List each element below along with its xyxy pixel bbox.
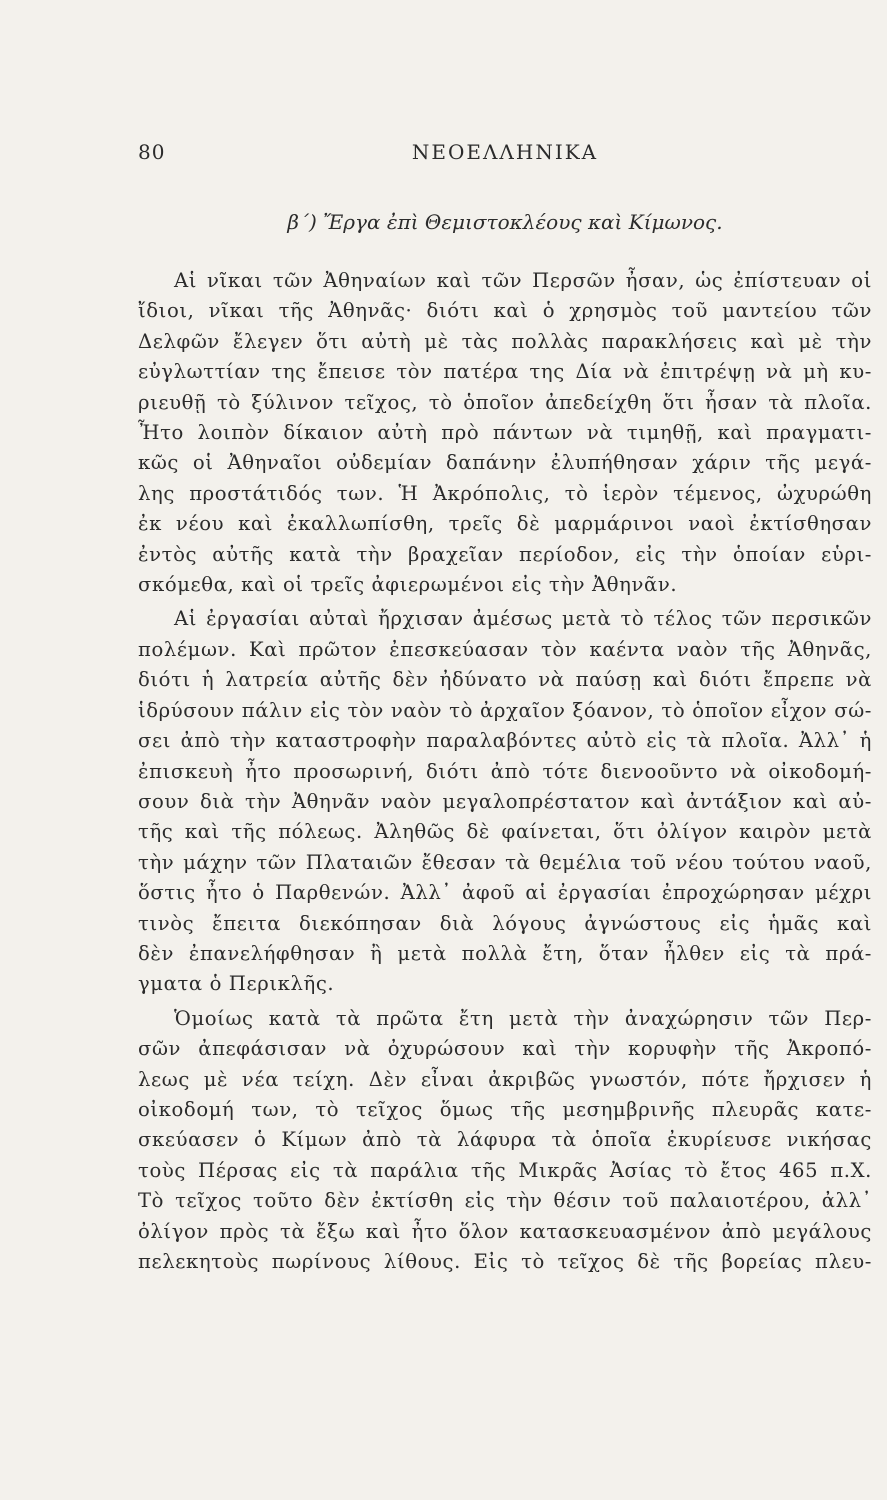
page-header [138, 140, 872, 180]
text-line: ἐντὸς αὐτῆς κατὰ τὴν βραχεῖαν περίοδον, εἰς τὴν ὁποίαν εὑρι- [138, 542, 872, 566]
text-line: γματα ὁ Περικλῆς. [138, 972, 335, 996]
text-line: ἱδρύσουν πάλιν εἰς τὸν ναὸν τὸ ἀρχαῖον ξόανον, τὸ ὁποῖον εἶχον σώ- [138, 698, 872, 722]
text-line: λης προστάτιδός των. Ἡ Ἀκρόπολις, τὸ ἱερὸν τέμενος, ὠχυρώθη [138, 481, 872, 505]
text-line: πελεκητοὺς πωρίνους λίθους. Εἰς τὸ τεῖχος δὲ τῆς βορείας πλευ- [138, 1250, 872, 1273]
section-heading: β΄) Ἔργα ἐπὶ Θεμιστοκλέους καὶ Κίμωνος. [287, 210, 723, 234]
text-line: λεως μὲ νέα τείχη. Δὲν εἶναι ἀκριβῶς γνωστόν, πότε ἤρχισεν ἡ [138, 1067, 872, 1091]
text-line: σει ἀπὸ τὴν καταστροφὴν παραλαβόντες αὐτὸ εἰς τὰ πλοῖα. Ἀλλ᾿ ἡ [138, 729, 872, 753]
text-line: ἴδιοι, νῖκαι τῆς Ἀθηνᾶς· διότι καὶ ὁ χρησμὸς τοῦ μαντείου τῶν [138, 299, 872, 323]
text-line: Ὁμοίως κατὰ τὰ πρῶτα ἔτη μετὰ τὴν ἀναχώρησιν τῶν Περ- [174, 1006, 872, 1030]
text-line: τινὸς ἔπειτα διεκόπησαν διὰ λόγους ἀγνώστους εἰς ἡμᾶς καὶ [138, 911, 872, 935]
text-line: ἐπισκευὴ ἦτο προσωρινή, διότι ἀπὸ τότε διενοοῦντο νὰ οἰκοδομή- [138, 759, 872, 783]
text-line: κῶς οἱ Ἀθηναῖοι οὐδεμίαν δαπάνην ἐλυπήθησαν χάριν τῆς μεγά- [138, 451, 872, 475]
text-line: ἐκ νέου καὶ ἐκαλλωπίσθη, τρεῖς δὲ μαρμάρινοι ναοὶ ἐκτίσθησαν [138, 512, 872, 536]
text-line: Δελφῶν ἔλεγεν ὅτι αὐτὴ μὲ τὰς πολλὰς παρακλήσεις καὶ μὲ τὴν [138, 329, 872, 353]
text-line: σκόμεθα, καὶ οἱ τρεῖς ἀφιερωμένοι εἰς τὴν Ἀθηνᾶν. [138, 573, 678, 597]
text-line: τῆς καὶ τῆς πόλεως. Ἀληθῶς δὲ φαίνεται, ὅτι ὀλίγον καιρὸν μετὰ [138, 820, 872, 844]
text-line: σουν διὰ τὴν Ἀθηνᾶν ναὸν μεγαλοπρέστατον καὶ ἀντάξιον καὶ αὐ- [138, 789, 872, 813]
text-line: ριευθῇ τὸ ξύλινον τεῖχος, τὸ ὁποῖον ἀπεδείχθη ὅτι ἦσαν τὰ πλοῖα. [138, 390, 872, 414]
text-line: ὅστις ἦτο ὁ Παρθενών. Ἀλλ᾿ ἀφοῦ αἱ ἐργασίαι ἐπροχώρησαν μέχρι [138, 881, 872, 905]
text-line: σῶν ἀπεφάσισαν νὰ ὀχυρώσουν καὶ τὴν κορυφὴν τῆς Ἀκροπό- [138, 1037, 872, 1061]
text-line: Αἱ ἐργασίαι αὐταὶ ἤρχισαν ἀμέσως μετὰ τὸ τέλος τῶν περσικῶν [174, 607, 872, 631]
text-line: διότι ἡ λατρεία αὐτῆς δὲν ἠδύνατο νὰ παύσῃ καὶ διότι ἔπρεπε νὰ [138, 668, 872, 692]
running-title: ΝΕΟΕΛΛΗΝΙΚΑ [411, 140, 599, 164]
text-line: δὲν ἐπανελήφθησαν ἢ μετὰ πολλὰ ἔτη, ὅταν ἦλθεν εἰς τὰ πρά- [138, 941, 872, 965]
page-number: 80 [138, 140, 166, 164]
text-line: Αἱ νῖκαι τῶν Ἀθηναίων καὶ τῶν Περσῶν ἦσαν, ὡς ἐπίστευαν οἱ [174, 269, 872, 292]
text-line: τοὺς Πέρσας εἰς τὰ παράλια τῆς Μικρᾶς Ἀσίας τὸ ἔτος 465 π.Χ. [138, 1158, 872, 1182]
text-line: Τὸ τεῖχος τοῦτο δὲν ἐκτίσθη εἰς τὴν θέσιν τοῦ παλαιοτέρου, ἀλλ᾿ [138, 1189, 872, 1213]
text-line: εὐγλωττίαν της ἔπεισε τὸν πατέρα της Δία νὰ ἐπιτρέψῃ νὰ μὴ κυ- [138, 360, 872, 384]
text-line: σκεύασεν ὁ Κίμων ἀπὸ τὰ λάφυρα τὰ ὁποῖα ἐκυρίευσε νικήσας [138, 1128, 872, 1152]
text-line: πολέμων. Καὶ πρῶτον ἐπεσκεύασαν τὸν καέντα ναὸν τῆς Ἀθηνᾶς, [138, 637, 872, 661]
body-text [138, 266, 872, 1277]
text-line: τὴν μάχην τῶν Πλαταιῶν ἔθεσαν τὰ θεμέλια τοῦ νέου τούτου ναοῦ, [138, 850, 872, 874]
text-line: οἰκοδομή των, τὸ τεῖχος ὅμως τῆς μεσημβρινῆς πλευρᾶς κατε- [138, 1097, 872, 1121]
text-line: Ἦτο λοιπὸν δίκαιον αὐτὴ πρὸ πάντων νὰ τιμηθῇ, καὶ πραγματι- [138, 421, 872, 445]
text-line: ὀλίγον πρὸς τὰ ἔξω καὶ ἦτο ὅλον κατασκευασμένον ἀπὸ μεγάλους [138, 1219, 872, 1243]
